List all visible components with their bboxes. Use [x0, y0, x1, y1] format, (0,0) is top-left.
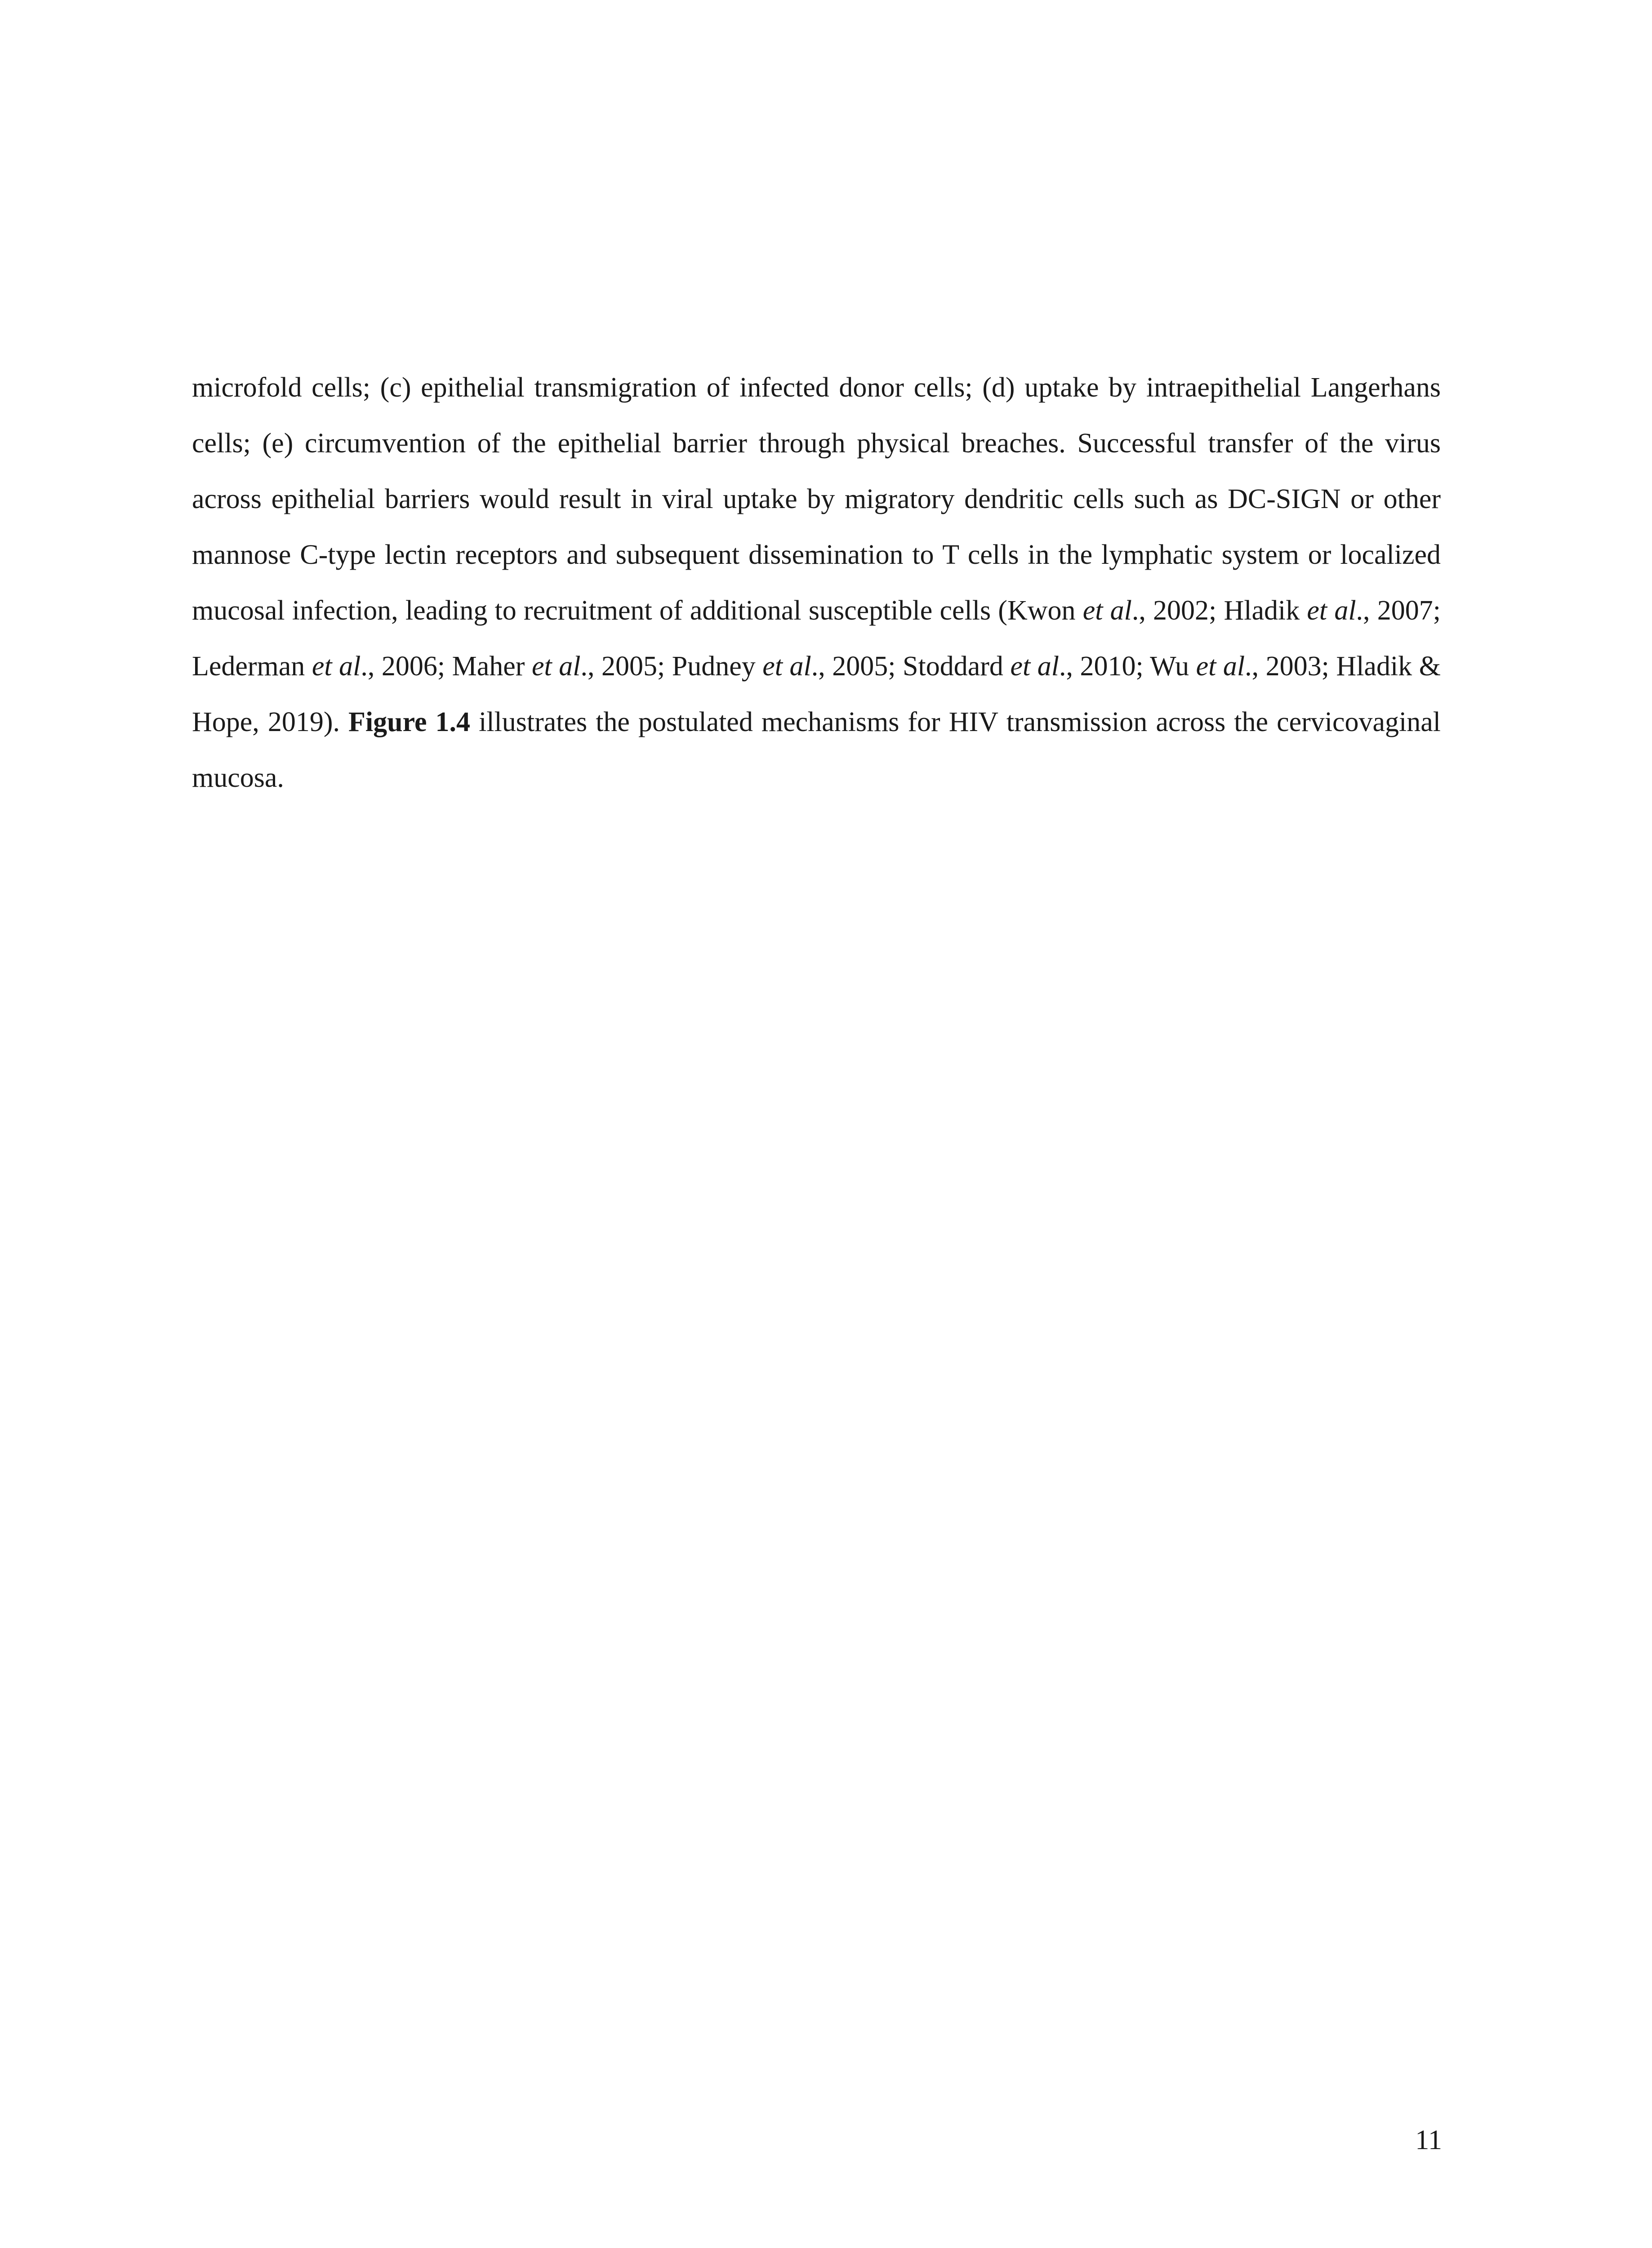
citation-et-al: et al: [1307, 595, 1356, 626]
text-segment: ., 2007; Lederman: [192, 595, 1441, 682]
text-segment: illustrates the postulated mechanisms for HIV transmission across the cervicovaginal mucosa.: [192, 707, 1441, 793]
text-segment: ., 2003; Hladik & Hope, 2019).: [192, 651, 1441, 737]
text-segment: ., 2005; Stoddard: [811, 651, 1011, 682]
text-segment: ., 2005; Pudney: [580, 651, 763, 682]
text-segment: microfold cells; (c) epithelial transmigration of infected donor cells; (d) uptake by intraepithelial Langerhans cells; (e) circumvention of the epithelial barrier through physical breaches. Successful transfer of the virus across epithelial barriers would result in viral uptake by migratory dendritic cells such as DC-SIGN or other mannose C-type lectin receptors and subsequent dissemination to T cells in the lymphatic system or localized mucosal infection, leading to recruitment of additional susceptible cells (Kwon: [192, 372, 1441, 626]
figure-reference: Figure 1.4: [348, 707, 471, 737]
text-segment: ., 2002; Hladik: [1131, 595, 1307, 626]
text-segment: ., 2010; Wu: [1059, 651, 1196, 682]
citation-et-al: et al: [762, 651, 811, 682]
page-number: 11: [1415, 2125, 1442, 2155]
citation-et-al: et al: [531, 651, 581, 682]
citation-et-al: et al: [1196, 651, 1245, 682]
body-paragraph: [192, 360, 1441, 806]
citation-et-al: et al: [1082, 595, 1132, 626]
citation-et-al: et al: [1010, 651, 1059, 682]
citation-et-al: et al: [312, 651, 361, 682]
text-segment: ., 2006; Maher: [361, 651, 532, 682]
